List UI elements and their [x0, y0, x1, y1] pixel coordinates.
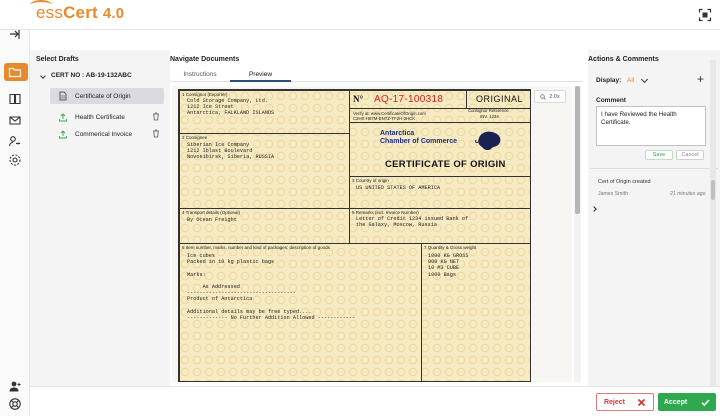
box-country-of-origin	[349, 176, 531, 209]
book-icon[interactable]	[8, 92, 22, 106]
document-title: CERTIFICATE OF ORIGIN	[385, 159, 506, 170]
upload-icon	[58, 112, 68, 122]
settings-icon[interactable]	[8, 153, 22, 167]
drafts-title: Select Drafts	[36, 56, 79, 63]
box-label: 5 Remarks (incl. Invoice Number)	[352, 210, 419, 215]
number-mark: N°	[353, 94, 364, 104]
actions-scroll-thumb[interactable]	[711, 180, 715, 200]
close-icon	[637, 398, 646, 407]
box-verify	[349, 108, 531, 123]
display-label: Display:	[596, 77, 622, 84]
activity-user: James Smith	[598, 191, 628, 197]
actions-panel	[588, 50, 720, 416]
magnifier-icon	[540, 94, 546, 100]
consignor-ref: INV. 1234	[480, 114, 499, 119]
reject-label: Reject	[603, 398, 625, 406]
tab-preview[interactable]: Preview	[230, 68, 291, 82]
logo-prefix: ess	[36, 3, 64, 22]
trash-icon[interactable]	[152, 112, 160, 121]
actions-divider	[590, 168, 718, 169]
goods-text: Ice cubes Packed in 10 kg plastic bags Marks: As Addressed ----------------------------------- Product of Antarctica Additional details may be free typed.... ------------- No Further Addition Allowed ------------	[187, 253, 356, 322]
app-header	[0, 0, 720, 30]
mail-icon[interactable]	[8, 113, 22, 127]
check-icon	[701, 398, 710, 407]
accept-button[interactable]	[658, 393, 716, 411]
user-key-icon[interactable]	[8, 134, 22, 148]
document-icon	[58, 91, 68, 101]
box-quantity	[421, 243, 531, 382]
zoom-level: 2.0x	[549, 93, 560, 100]
verify-line: Verify at: www.CertificateOfOrigin.com	[353, 111, 426, 116]
comment-label: Comment	[596, 97, 626, 104]
consignor-ref-label: Consignor Reference	[468, 108, 509, 113]
box-label: 6 Item number, marks, number and kind of packages; description of goods	[182, 245, 330, 250]
box-consignee	[179, 133, 350, 209]
left-rail	[0, 0, 30, 416]
original-label: ORIGINAL	[476, 94, 524, 104]
comment-input[interactable]: I have Reviewed the Health Certificate.	[596, 106, 706, 146]
display-filter-value[interactable]: All	[627, 77, 635, 84]
draft-label: Health Certificate	[75, 113, 125, 121]
add-comment-icon[interactable]: +	[697, 72, 705, 86]
account-icon[interactable]	[8, 379, 22, 393]
quantity-text: 1000 KG GROSS 900 KG NET 10 M3 CUBE 1000 Bags	[428, 253, 469, 278]
chamber-line: Chamber of Commerce	[380, 138, 458, 145]
box-chamber	[349, 122, 531, 177]
save-button[interactable]: Save	[645, 150, 673, 160]
draft-health-certificate[interactable]	[50, 109, 164, 125]
box-goods	[179, 243, 422, 382]
logo-version: 4.0	[102, 5, 125, 22]
transport-text: By Ocean Freight	[187, 217, 237, 223]
preview-scroll-thumb[interactable]	[575, 86, 580, 214]
activity-title: Cert of Origin created	[598, 179, 651, 185]
remarks-text: Letter of Credit 1234 issued Bank of the Galaxy, Moscow, Russia	[356, 216, 469, 229]
draft-commercial-invoice[interactable]	[50, 126, 164, 142]
consignee-text: Siberian Ice Company 1212 Iblast Boulevard Novosibirsk, Siberia, RUSSIA	[187, 142, 275, 161]
certificate-number: AQ-17-100318	[374, 94, 444, 105]
box-certificate-number	[349, 90, 467, 109]
cancel-button[interactable]: Cancel	[676, 150, 704, 160]
consignor-text: Cold Storage Company, Ltd. 1212 Ice Street Antarctica, FALKLAND ISLANDS	[187, 98, 275, 117]
box-remarks	[349, 208, 531, 244]
zoom-control[interactable]	[534, 90, 566, 103]
box-label: 4 Transport details (Optional)	[182, 210, 241, 215]
chamber-line: Antarctica	[380, 130, 415, 137]
verify-code: C2HX-H87M-ENTZ-TF2H-3HCK	[353, 116, 416, 121]
support-icon[interactable]	[8, 397, 22, 411]
box-label: 1 Consignor (Exporter)	[182, 92, 228, 97]
box-transport	[179, 208, 350, 244]
draft-certificate-of-origin[interactable]	[50, 88, 164, 104]
box-consignor	[179, 90, 350, 134]
box-label: 2 Consignee	[182, 135, 208, 140]
upload-icon	[58, 129, 68, 139]
box-label: 7 Quantity & Gross weight	[424, 245, 477, 250]
box-label: 3 Country of origin	[352, 178, 389, 183]
box-original	[466, 90, 531, 109]
navigate-title: Navigate Documents	[170, 56, 240, 63]
app-logo[interactable]	[36, 3, 124, 23]
tab-instructions[interactable]: Instructions	[183, 71, 217, 78]
country-text: US UNITED STATES OF AMERICA	[356, 185, 441, 191]
fit-screen-icon[interactable]	[698, 8, 712, 22]
draft-label: Certificate of Origin	[75, 92, 131, 100]
certificate-document	[178, 89, 531, 382]
actions-scrollbar[interactable]	[710, 60, 716, 386]
accept-label: Accept	[663, 398, 688, 406]
cert-number-group[interactable]: CERT NO : AB-19-132ABC	[51, 72, 132, 79]
reject-button[interactable]	[596, 393, 654, 411]
trash-icon[interactable]	[152, 129, 160, 138]
activity-time: 21 minutes ago	[670, 191, 706, 197]
logo-name: Cert	[63, 3, 98, 22]
document-tabs	[170, 68, 583, 82]
folder-icon[interactable]	[8, 65, 22, 79]
actions-title: Actions & Comments	[588, 56, 659, 63]
draft-label: Commerical Invoice	[75, 130, 133, 138]
drafts-panel	[30, 50, 170, 416]
